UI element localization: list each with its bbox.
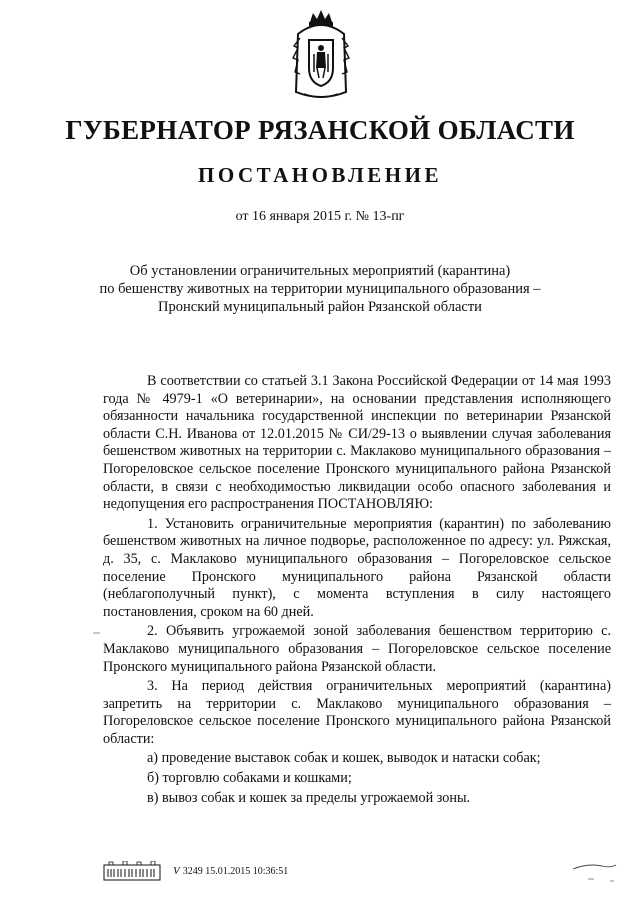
document-date-number: от 16 января 2015 г. № 13-пг — [235, 209, 405, 224]
governor-title: ГУБЕРНАТОР РЯЗАНСКОЙ ОБЛАСТИ — [65, 115, 575, 145]
item-3c: в) вывоз собак и кошек за пределы угрожаемой зоны. — [147, 789, 471, 806]
registration-footer — [103, 861, 288, 881]
item-3a: а) проведение выставок собак и кошек, выводок и натаски собак; — [147, 750, 541, 767]
coat-of-arms-icon — [290, 8, 352, 104]
document-type: ПОСТАНОВЛЕНИЕ — [198, 163, 442, 187]
subject-line: Об установлении ограничительных мероприятий (карантина) — [129, 263, 511, 279]
item-1-paragraph: 1. Установить ограничительные мероприятия (карантин) по заболеванию бешенством животных на личное подворье, расположенное по адресу: ул. Ряжская, д. 35, с. Маклаково муниципального образования – Погореловское сельское поселение Пронского муниципального района Рязанской области (неблагополучный пункт), с момента вступления в силу настоящего постановления, сроком на 60 дней. — [103, 515, 611, 620]
subject-line: по бешенству животных на территории муниципального образования – — [99, 281, 541, 297]
subject-line: Пронский муниципальный район Рязанской области — [158, 299, 482, 315]
registration-number-timestamp: 3249 15.01.2015 10:36:51 — [182, 865, 289, 877]
item-3-paragraph: 3. На период действия ограничительных мероприятий (карантина) запретить на территории с. Маклаково муниципального образования – Погореловское сельское поселение Пронского муниципального района Рязанской области: — [103, 678, 611, 747]
document-body — [103, 373, 611, 809]
v-mark: V — [173, 865, 180, 877]
item-2-paragraph: 2. Объявить угрожаемой зоной заболевания бешенством территорию с. Маклаково муниципального образования – Погореловское сельское поселение Пронского муниципального района Рязанской области. — [103, 623, 611, 675]
item-3b: б) торговлю собаками и кошками; — [147, 770, 352, 787]
document-subject — [60, 262, 580, 316]
preamble-paragraph: В соответствии со статьей 3.1 Закона Российской Федерации от 14 мая 1993 года № 4979-1 «О ветеринарии», на основании представления исполняющего обязанности начальника государственной инспекции по ветеринарии Рязанской области С.Н. Иванова от 12.01.2015 № СИ/29-13 о выявлении случая заболевания бешенством животных на территории с. Маклаково муниципального образования – Погореловское сельское поселение Пронского муниципального района Рязанской области, в связи с необходимостью ликвидации особо опасного заболевания и недопущения его распространения ПОСТАНОВЛЯЮ: — [103, 373, 611, 513]
scan-artifact-icon — [92, 630, 102, 636]
scan-artifact-icon — [570, 855, 620, 885]
registration-stamp-icon — [103, 861, 161, 881]
